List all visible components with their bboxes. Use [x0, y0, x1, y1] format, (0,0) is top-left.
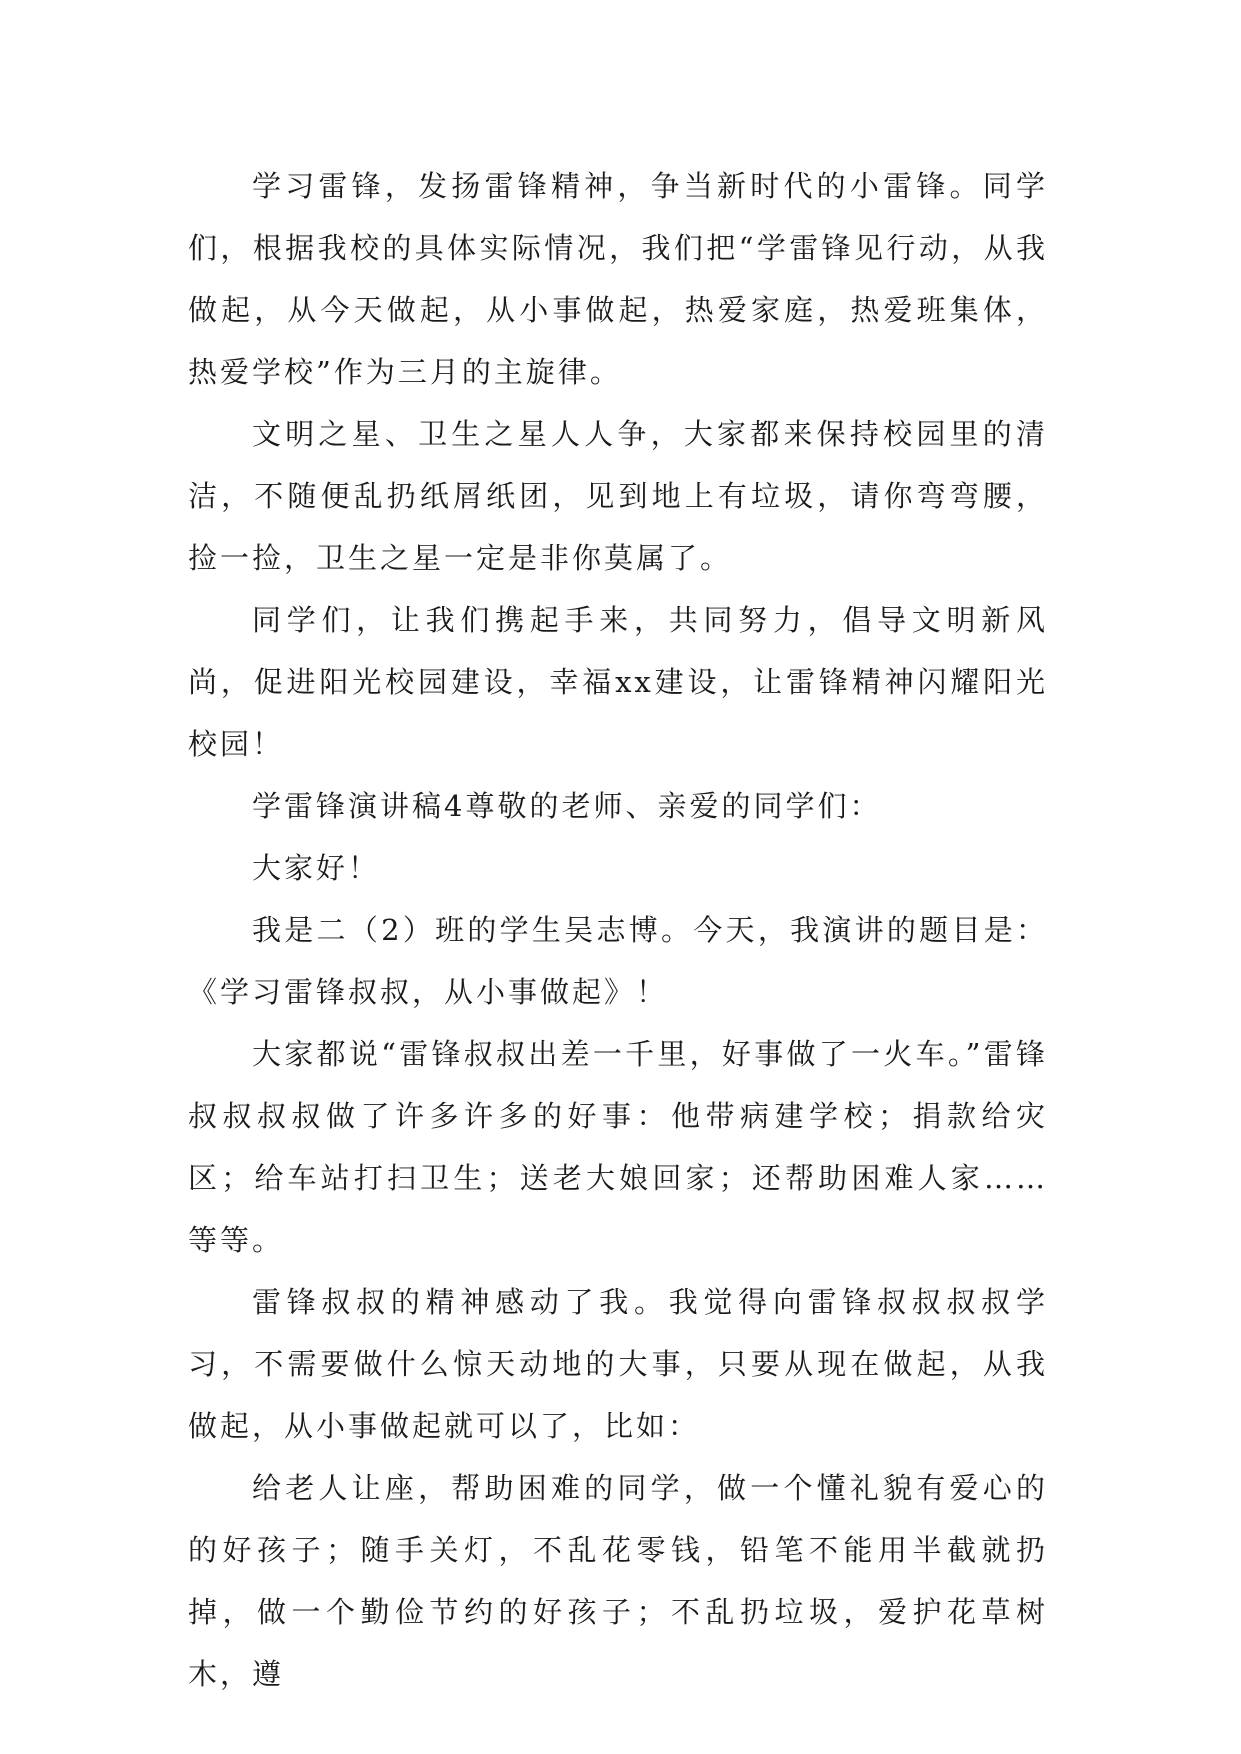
paragraph-intro: 我是二（2）班的学生吴志博。今天，我演讲的题目是：《学习雷锋叔叔，从小事做起》！ [188, 913, 1048, 1009]
greeting: 大家好！ [252, 851, 381, 885]
paragraph-examples: 给老人让座，帮助困难的同学，做一个懂礼貌有爱心的的好孩子；随手关灯，不乱花零钱，铅笔不能用半截就扔掉，做一个勤俭节约的好孩子；不乱扔垃圾，爱护花草树木，遵 [188, 1471, 1048, 1691]
paragraph-inspiration: 雷锋叔叔的精神感动了我。我觉得向雷锋叔叔叔叔学习，不需要做什么惊天动地的大事，只要从现在做起，从我做起，从小事做起就可以了，比如： [188, 1285, 1048, 1443]
paragraph-deeds: 大家都说“雷锋叔叔出差一千里，好事做了一火车。”雷锋叔叔叔叔做了许多许多的好事：他带病建学校；捐款给灾区；给车站打扫卫生；送老大娘回家；还帮助困难人家……等等。 [188, 1037, 1048, 1257]
paragraph-3: 同学们，让我们携起手来，共同努力，倡导文明新风尚，促进阳光校园建设，幸福xx建设，让雷锋精神闪耀阳光校园！ [188, 603, 1048, 761]
document-body [188, 155, 1048, 1705]
paragraph-2: 文明之星、卫生之星人人争，大家都来保持校园里的清洁，不随便乱扔纸屑纸团，见到地上有垃圾，请你弯弯腰，捡一捡，卫生之星一定是非你莫属了。 [188, 417, 1048, 575]
paragraph-1: 学习雷锋，发扬雷锋精神，争当新时代的小雷锋。同学们，根据我校的具体实际情况，我们把“学雷锋见行动，从我做起，从今天做起，从小事做起，热爱家庭，热爱班集体，热爱学校”作为三月的主旋律。 [188, 169, 1048, 389]
speech-title-line: 学雷锋演讲稿4尊敬的老师、亲爱的同学们： [252, 789, 882, 823]
